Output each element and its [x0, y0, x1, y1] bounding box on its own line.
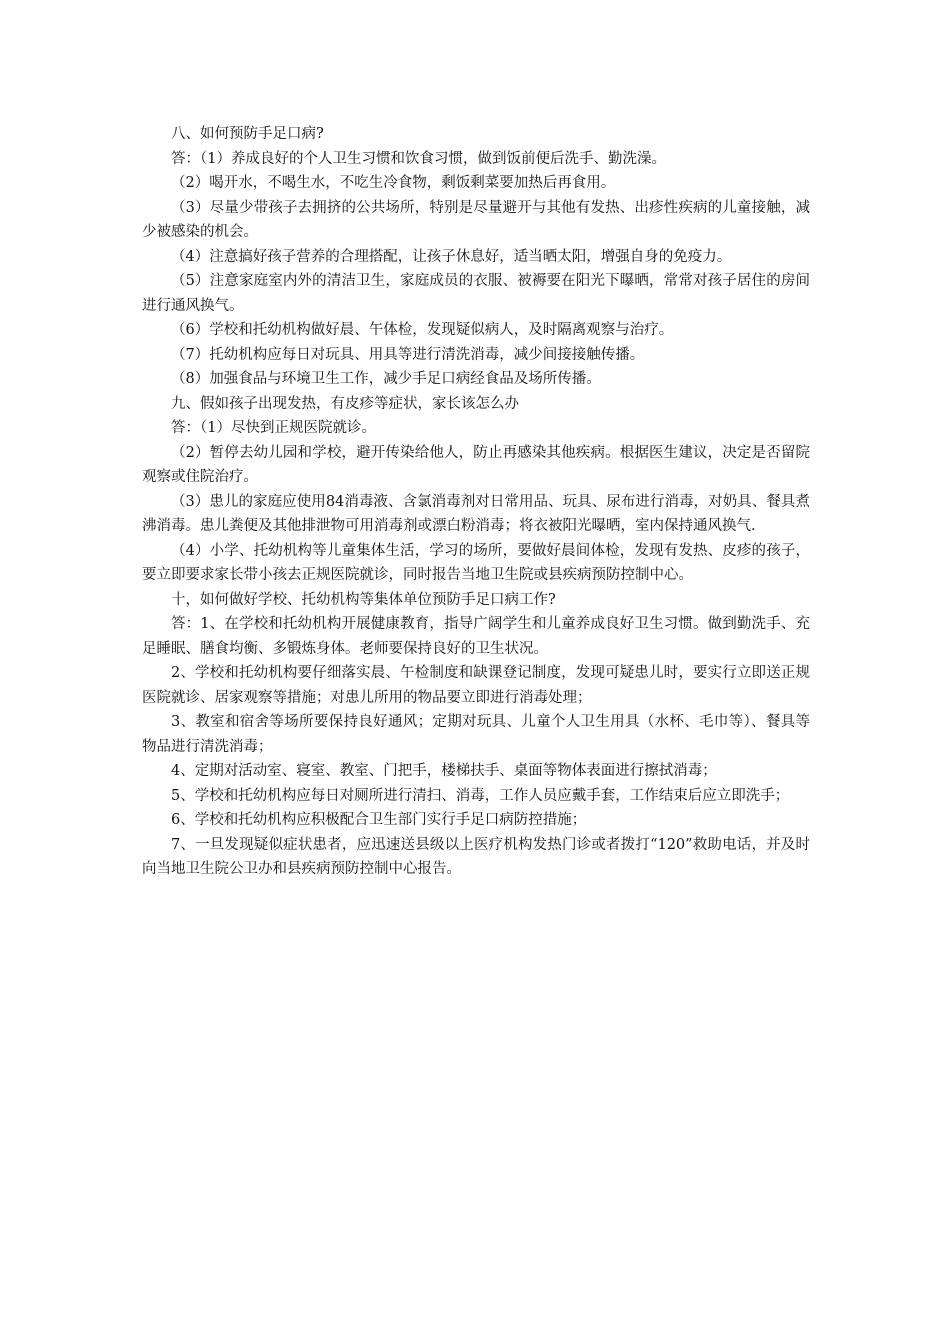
section-heading-10: 十，如何做好学校、托幼机构等集体单位预防手足口病工作? [171, 591, 556, 608]
answer-paragraph: 答：（1）养成良好的个人卫生习惯和饮食习惯，做到饭前便后洗手、勤洗澡。 [171, 150, 666, 167]
answer-paragraph: 3、教室和宿舍等场所要保持良好通风；定期对玩具、儿童个人卫生用具（水杯、毛巾等）、餐具等物品进行清洗消毒； [142, 714, 810, 755]
answer-paragraph: 5、学校和托幼机构应每日对厕所进行清扫、消毒，工作人员应戴手套，工作结束后应立即洗手； [171, 787, 790, 804]
answer-paragraph: （2）暂停去幼儿园和学校，避开传染给他人，防止再感染其他疾病。根据医生建议，决定是否留院观察或住院治疗。 [142, 444, 810, 485]
section-heading-9: 九、假如孩子出现发热，有皮疹等症状，家长该怎么办 [171, 395, 519, 412]
answer-paragraph: 6、学校和托幼机构应积极配合卫生部门实行手足口病防控措施； [171, 812, 587, 828]
answer-paragraph: （4）小学、托幼机构等儿童集体生活，学习的场所，要做好晨间体检，发现有发热、皮疹的孩子，要立即要求家长带小孩去正规医院就诊，同时报告当地卫生院或县疾病预防控制中心。 [142, 542, 810, 583]
answer-paragraph: （4）注意搞好孩子营养的合理搭配，让孩子休息好，适当晒太阳，增强自身的免疫力。 [171, 248, 732, 265]
answer-paragraph: （5）注意家庭室内外的清洁卫生，家庭成员的衣服、被褥要在阳光下曝晒，常常对孩子居住的房间进行通风换气。 [142, 273, 810, 314]
section-heading-8: 八、如何预防手足口病? [171, 126, 324, 142]
answer-paragraph: 4、定期对活动室、寝室、教室、门把手，楼梯扶手、桌面等物体表面进行擦拭消毒； [171, 763, 717, 779]
answer-paragraph: 答：1、在学校和托幼机构开展健康教育，指导广阔学生和儿童养成良好卫生习惯。做到勤洗手、充足睡眠、膳食均衡、多锻炼身体。老师要保持良好的卫生状况。 [142, 616, 810, 657]
answer-paragraph: （3）尽量少带孩子去拥挤的公共场所，特别是尽量避开与其他有发热、出疹性疾病的儿童接触，减少被感染的机会。 [142, 199, 810, 240]
document-body [142, 122, 810, 882]
answer-paragraph: （8）加强食品与环境卫生工作，减少手足口病经食品及场所传播。 [171, 371, 601, 387]
answer-paragraph: 7、一旦发现疑似症状患者，应迅速送县级以上医疗机构发热门诊或者拨打“120”救助电话，并及时向当地卫生院公卫办和县疾病预防控制中心报告。 [142, 836, 810, 877]
answer-paragraph: （2）喝开水，不喝生水，不吃生冷食物，剩饭剩菜要加热后再食用。 [171, 175, 616, 191]
answer-paragraph: 答：（1）尽快到正规医院就诊。 [171, 420, 376, 436]
answer-paragraph: （6）学校和托幼机构做好晨、午体检，发现疑似病人，及时隔离观察与治疗。 [171, 322, 674, 338]
answer-paragraph: （7）托幼机构应每日对玩具、用具等进行清洗消毒，减少间接接触传播。 [171, 346, 645, 363]
answer-paragraph: （3）患儿的家庭应使用84消毒液、含氯消毒剂对日常用品、玩具、尿布进行消毒，对奶具、餐具煮沸消毒。患儿粪便及其他排泄物可用消毒剂或漂白粉消毒；将衣被阳光曝晒，室内保持通风换气. [142, 493, 810, 534]
answer-paragraph: 2、学校和托幼机构要仔细落实晨、午检制度和缺课登记制度，发现可疑患儿时，要实行立即送正规医院就诊、居家观察等措施；对患儿所用的物品要立即进行消毒处理； [142, 665, 810, 706]
